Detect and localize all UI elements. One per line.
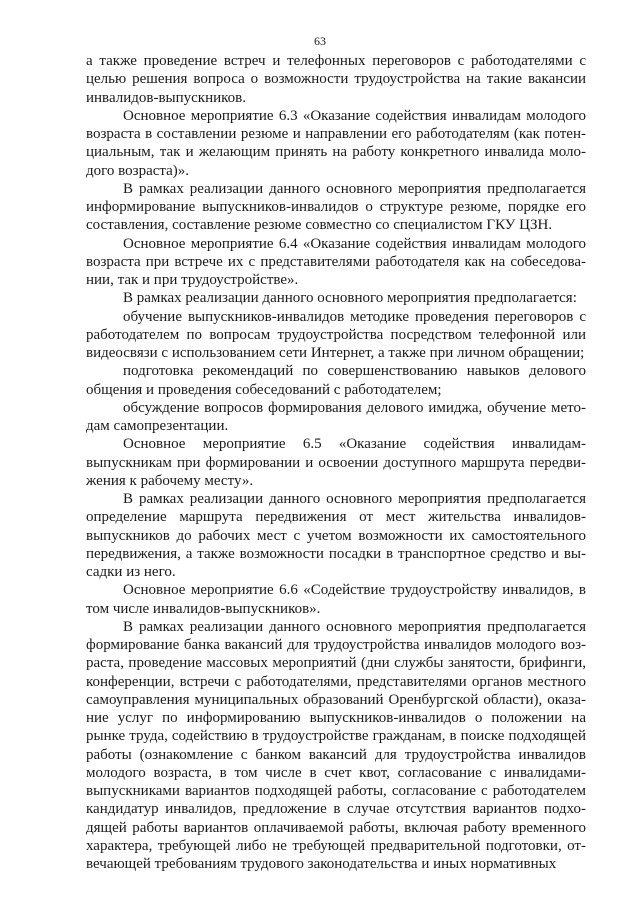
paragraph-measure-6-3: Основное мероприятие 6.3 «Оказание содействия инвалидам молодого возраста в составлении резюме и направлении его работодателям (как потенциальным, так и желающим принять на работу конкретного инвалида молодого возраста)». — [86, 107, 586, 179]
paragraph: В рамках реализации данного основного мероприятия предполагается формирование банка вакансий для трудоустройства инвалидов молодого возраста, проведение массовых мероприятий (дни службы занятости, брифинги, конференции, встречи с работодателями, представителями органов местного самоуправления муниципальных образований Оренбургской области), оказание услуг по информированию выпускников-инвалидов о положении на рынке труда, содействию в трудоустройстве гражданам, в поиске подходящей работы (ознакомление с банком вакансий для трудоустройства инвалидов молодого возраста, в том числе в счет квот, согласование с инвалидами-выпускниками вариантов подходящей работы, согласование с работодателем кандидатур инвалидов, предложение в случае отсутствия вариантов подходящей работы вариантов оплачиваемой работы, включая работу временного характера, требующей либо не требующей предварительной подготовки, отвечающей требованиям трудового законодательства и иных нормативных — [86, 618, 586, 872]
paragraph-measure-6-4: Основное мероприятие 6.4 «Оказание содействия инвалидам молодого возраста при встрече их с представителями работодателя как на собеседовании, так и при трудоустройстве». — [86, 235, 586, 288]
document-body — [86, 52, 586, 873]
page-number: 63 — [314, 34, 326, 48]
paragraph: В рамках реализации данного основного мероприятия предполагается: — [123, 290, 577, 307]
paragraph: В рамках реализации данного основного мероприятия предполагается информирование выпускников-инвалидов о структуре резюме, порядке его составления, составление резюме совместно со специалистом ГКУ ЦЗН. — [86, 180, 586, 234]
list-item: обучение выпускников-инвалидов методике проведения переговоров с работодателем по вопросам трудоустройства посредством телефонной или видеосвязи с использованием сети Интернет, а также при личном обращении; — [86, 308, 586, 361]
list-item: подготовка рекомендаций по совершенствованию навыков делового общения и проведения собеседований с работодателем; — [86, 363, 586, 398]
paragraph-continuation: а также проведение встреч и телефонных переговоров с работодателями с целью решения вопроса о возможности трудоустройства на такие вакансии инвалидов-выпускников. — [86, 53, 586, 106]
paragraph: В рамках реализации данного основного мероприятия предполагается определение маршрута передвижения от мест жительства инвалидов-выпускников до рабочих мест с учетом возможности их самостоятельного передвижения, а также возможности посадки в транспортное средство и высадки из него. — [86, 491, 586, 580]
list-item: обсуждение вопросов формирования делового имиджа, обучение методам самопрезентации. — [86, 399, 586, 434]
paragraph-measure-6-6: Основное мероприятие 6.6 «Содействие трудоустройству инвалидов, в том числе инвалидов-выпускников». — [86, 582, 586, 617]
paragraph-measure-6-5: Основное мероприятие 6.5 «Оказание содействия инвалидам-выпускникам при формировании и освоении доступного маршрута передвижения к рабочему месту». — [86, 436, 586, 489]
